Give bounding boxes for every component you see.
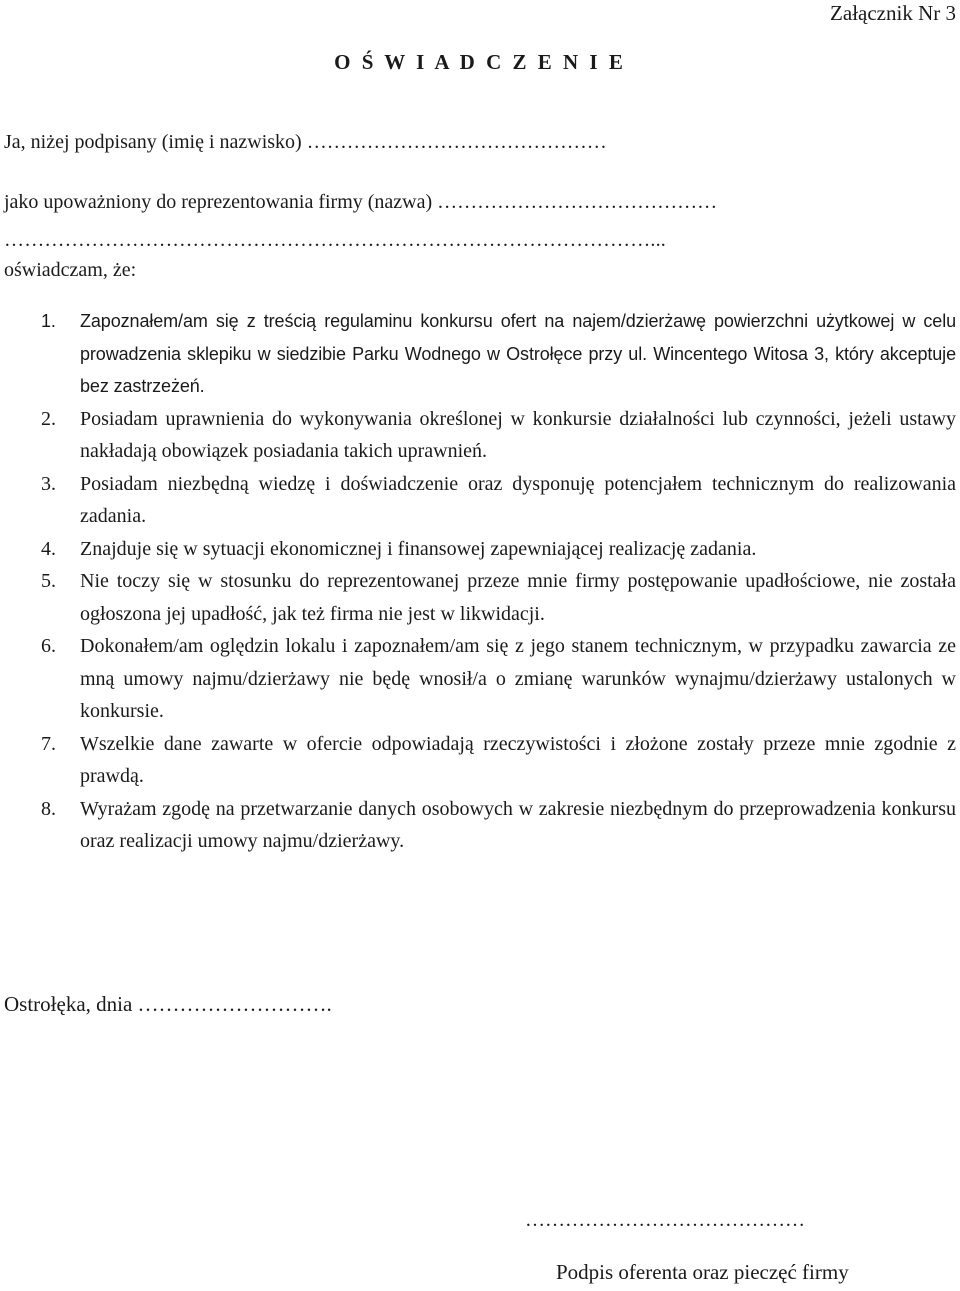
item-text: Nie toczy się w stosunku do reprezentowanej przeze mnie firmy postępowanie upadłościowe, nie została ogłoszona jej upadłość, jak też firma nie jest w likwidacji.: [80, 570, 956, 625]
item-number: 4.: [41, 537, 56, 560]
document-title: O Ś W I A D C Z E N I E: [334, 50, 626, 74]
list-item: [0, 728, 960, 793]
item-number: 3.: [41, 472, 56, 495]
item-number: 7.: [41, 732, 56, 755]
item-number: 1.: [41, 311, 56, 331]
item-text: Posiadam uprawnienia do wykonywania określonej w konkursie działalności lub czynności, jeżeli ustawy nakładają obowiązek posiadania takich uprawnień.: [80, 407, 956, 462]
declaration-list: [0, 305, 960, 858]
item-text: Wszelkie dane zawarte w ofercie odpowiadają rzeczywistości i złożone zostały przeze mnie zgodnie z prawdą.: [80, 732, 956, 787]
list-item: [0, 630, 960, 728]
place-date-line: Ostrołęka, dnia ……………………….: [4, 992, 332, 1016]
signature-line: ……………………………………: [525, 1209, 805, 1231]
annex-label: Załącznik Nr 3: [830, 1, 956, 25]
item-text: Dokonałem/am oględzin lokalu i zapoznałem/am się z jego stanem technicznym, w przypadku zawarcia ze mną umowy najmu/dzierżawy nie będę wnosił/a o zmianę warunków wynajmu/dzierżawy ustalonych w konkursie.: [80, 635, 956, 722]
item-text: Posiadam niezbędną wiedzę i doświadczenie oraz dysponuję potencjałem technicznym do realizowania zadania.: [80, 472, 956, 527]
list-item: [0, 793, 960, 858]
intro-dotted-line: ……………………………………………………………………………………...: [4, 229, 666, 251]
signature-label: Podpis oferenta oraz pieczęć firmy: [556, 1260, 849, 1284]
intro-company-line: jako upoważniony do reprezentowania firmy (nazwa) ……………………………………: [4, 191, 718, 213]
list-item: [0, 403, 960, 468]
item-number: 5.: [41, 570, 56, 592]
list-item: [0, 565, 960, 630]
item-number: 6.: [41, 635, 56, 657]
intro-declare-line: oświadczam, że:: [4, 259, 137, 281]
item-number: 8.: [41, 797, 56, 820]
list-item: [0, 468, 960, 533]
list-item: [0, 305, 960, 403]
item-text: Zapoznałem/am się z treścią regulaminu konkursu ofert na najem/dzierżawę powierzchni użytkowej w celu prowadzenia sklepiku w siedzibie Parku Wodnego w Ostrołęce przy ul. Wincentego Witosa 3, który akceptuje bez zastrzeżeń.: [80, 311, 956, 396]
item-number: 2.: [41, 407, 56, 430]
item-text: Znajduje się w sytuacji ekonomicznej i finansowej zapewniającej realizację zadania.: [80, 537, 757, 560]
intro-name-line: Ja, niżej podpisany (imię i nazwisko) ………………………………………: [4, 131, 607, 153]
item-text: Wyrażam zgodę na przetwarzanie danych osobowych w zakresie niezbędnym do przeprowadzenia konkursu oraz realizacji umowy najmu/dzierżawy.: [80, 797, 956, 852]
list-item: [0, 533, 960, 566]
